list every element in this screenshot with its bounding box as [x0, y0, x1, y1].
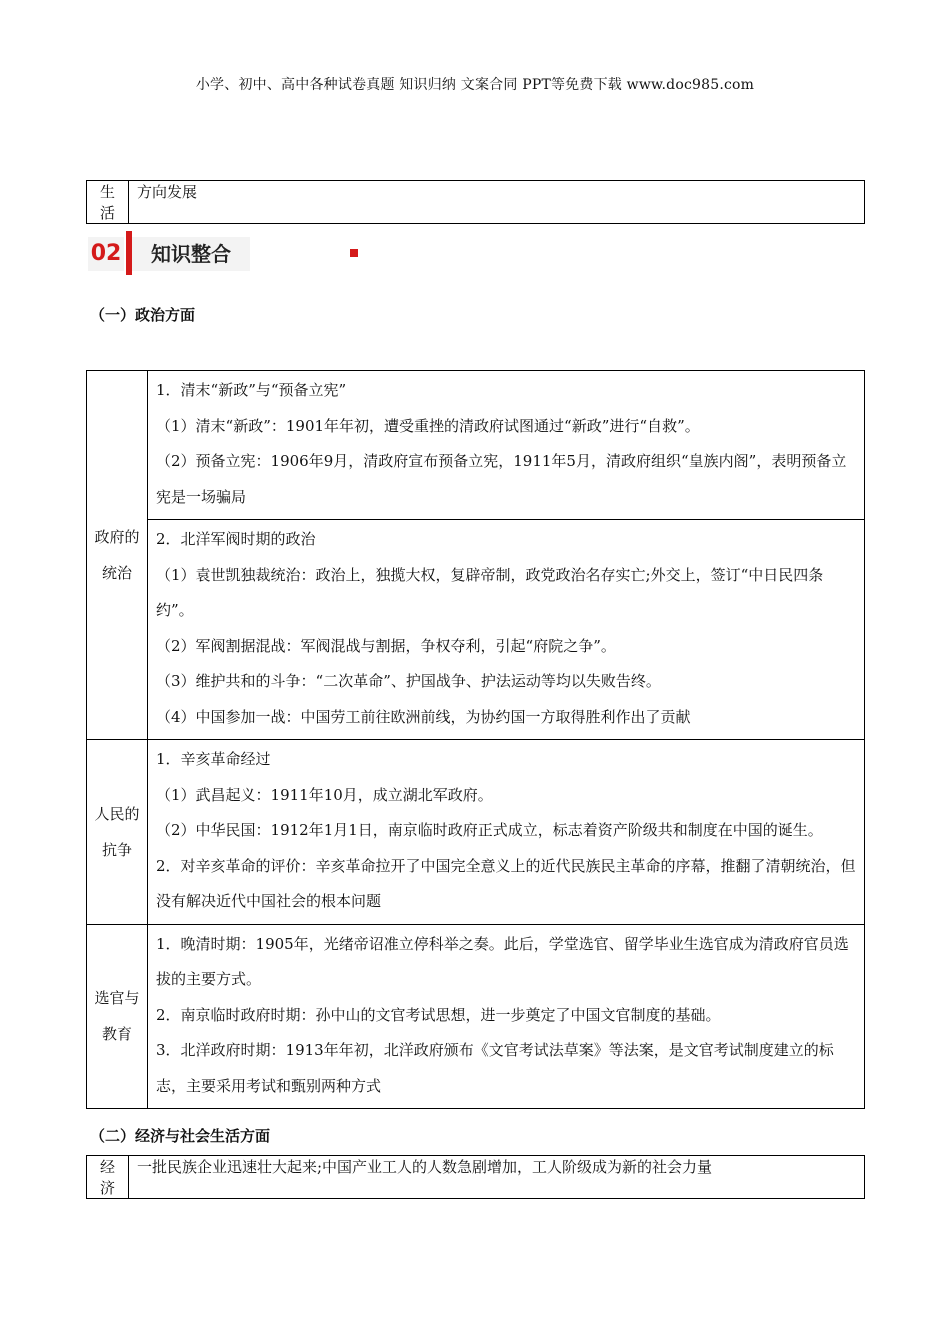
politics-table: [86, 370, 865, 1109]
row-content: 一批民族企业迅速壮大起来;中国产业工人的人数急剧增加，工人阶级成为新的社会力量: [129, 1156, 865, 1199]
section-title-economy: （二）经济与社会生活方面: [90, 1127, 271, 1145]
list-item: 2．对辛亥革命的评价：辛亥革命拉开了中国完全意义上的近代民族民主革命的序幕，推翻了清朝统治，但没有解决近代中国社会的根本问题: [156, 856, 856, 910]
list-item: 3．北洋政府时期：1913年年初，北洋政府颁布《文官考试法草案》等法案，是文官考试制度建立的标志，主要采用考试和甄别两种方式: [156, 1041, 834, 1095]
row-label-officials: [87, 924, 148, 1109]
section-title-politics: （一）政治方面: [90, 306, 196, 324]
people-block: [148, 740, 865, 925]
banner-title: 知识整合: [132, 237, 250, 271]
row-label-government: [87, 371, 148, 740]
list-item: （3）维护共和的斗争：“二次革命”、护国战争、护法运动等均以失败告终。: [156, 672, 661, 690]
table-row: [87, 740, 865, 925]
table-row: [87, 520, 865, 740]
government-block-1: [148, 371, 865, 520]
row-label-people: [87, 740, 148, 925]
row-label: 生活: [87, 181, 129, 224]
list-item: （1）清末“新政”：1901年年初，遭受重挫的清政府试图通过“新政”进行“自救”。: [156, 416, 700, 435]
list-item: 2．南京临时政府时期：孙中山的文官考试思想，进一步奠定了中国文官制度的基础。: [156, 1005, 721, 1024]
economy-table: [86, 1155, 865, 1199]
top-table: [86, 180, 865, 224]
list-item: 1．辛亥革命经过: [156, 750, 271, 768]
list-item: （2）预备立宪：1906年9月，清政府宣布预备立宪，1911年5月，清政府组织“皇族内阁”，表明预备立宪是一场骗局: [156, 452, 847, 506]
banner-number: 02: [88, 237, 124, 271]
table-row: [87, 1156, 865, 1199]
list-item: 1．清末“新政”与“预备立宪”: [156, 381, 347, 399]
row-label: 经济: [87, 1156, 129, 1199]
banner-square-icon: [350, 249, 358, 257]
table-row: [87, 181, 865, 224]
list-item: （1）袁世凯独裁统治：政治上，独揽大权，复辟帝制，政党政治名存实亡;外交上，签订“中日民四条约”。: [156, 565, 824, 619]
row-label: 政府的统治: [94, 528, 140, 582]
list-item: （1）武昌起义：1911年10月，成立湖北军政府。: [156, 785, 493, 804]
list-item: （4）中国参加一战：中国劳工前往欧洲前线，为协约国一方取得胜利作出了贡献: [156, 707, 691, 726]
government-block-2: [148, 520, 865, 740]
row-content: 方向发展: [129, 181, 865, 224]
table-row: [87, 371, 865, 520]
row-label: 人民的抗争: [94, 804, 140, 859]
officials-block: [148, 924, 865, 1109]
list-item: 1．晚清时期：1905年，光绪帝诏准立停科举之奏。此后，学堂选官、留学毕业生选官成为清政府官员选拔的主要方式。: [156, 934, 849, 988]
list-item: （2）中华民国：1912年1月1日，南京临时政府正式成立，标志着资产阶级共和制度在中国的诞生。: [156, 821, 823, 839]
list-item: 2．北洋军阀时期的政治: [156, 530, 316, 548]
section-banner: [86, 231, 276, 275]
list-item: （2）军阀割据混战：军阀混战与割据，争权夺利，引起“府院之争”。: [156, 636, 616, 655]
page-header: 小学、初中、高中各种试卷真题 知识归纳 文案合同 PPT等免费下载 www.doc985.com: [195, 77, 755, 93]
row-label: 选官与教育: [94, 989, 140, 1044]
table-row: [87, 924, 865, 1109]
